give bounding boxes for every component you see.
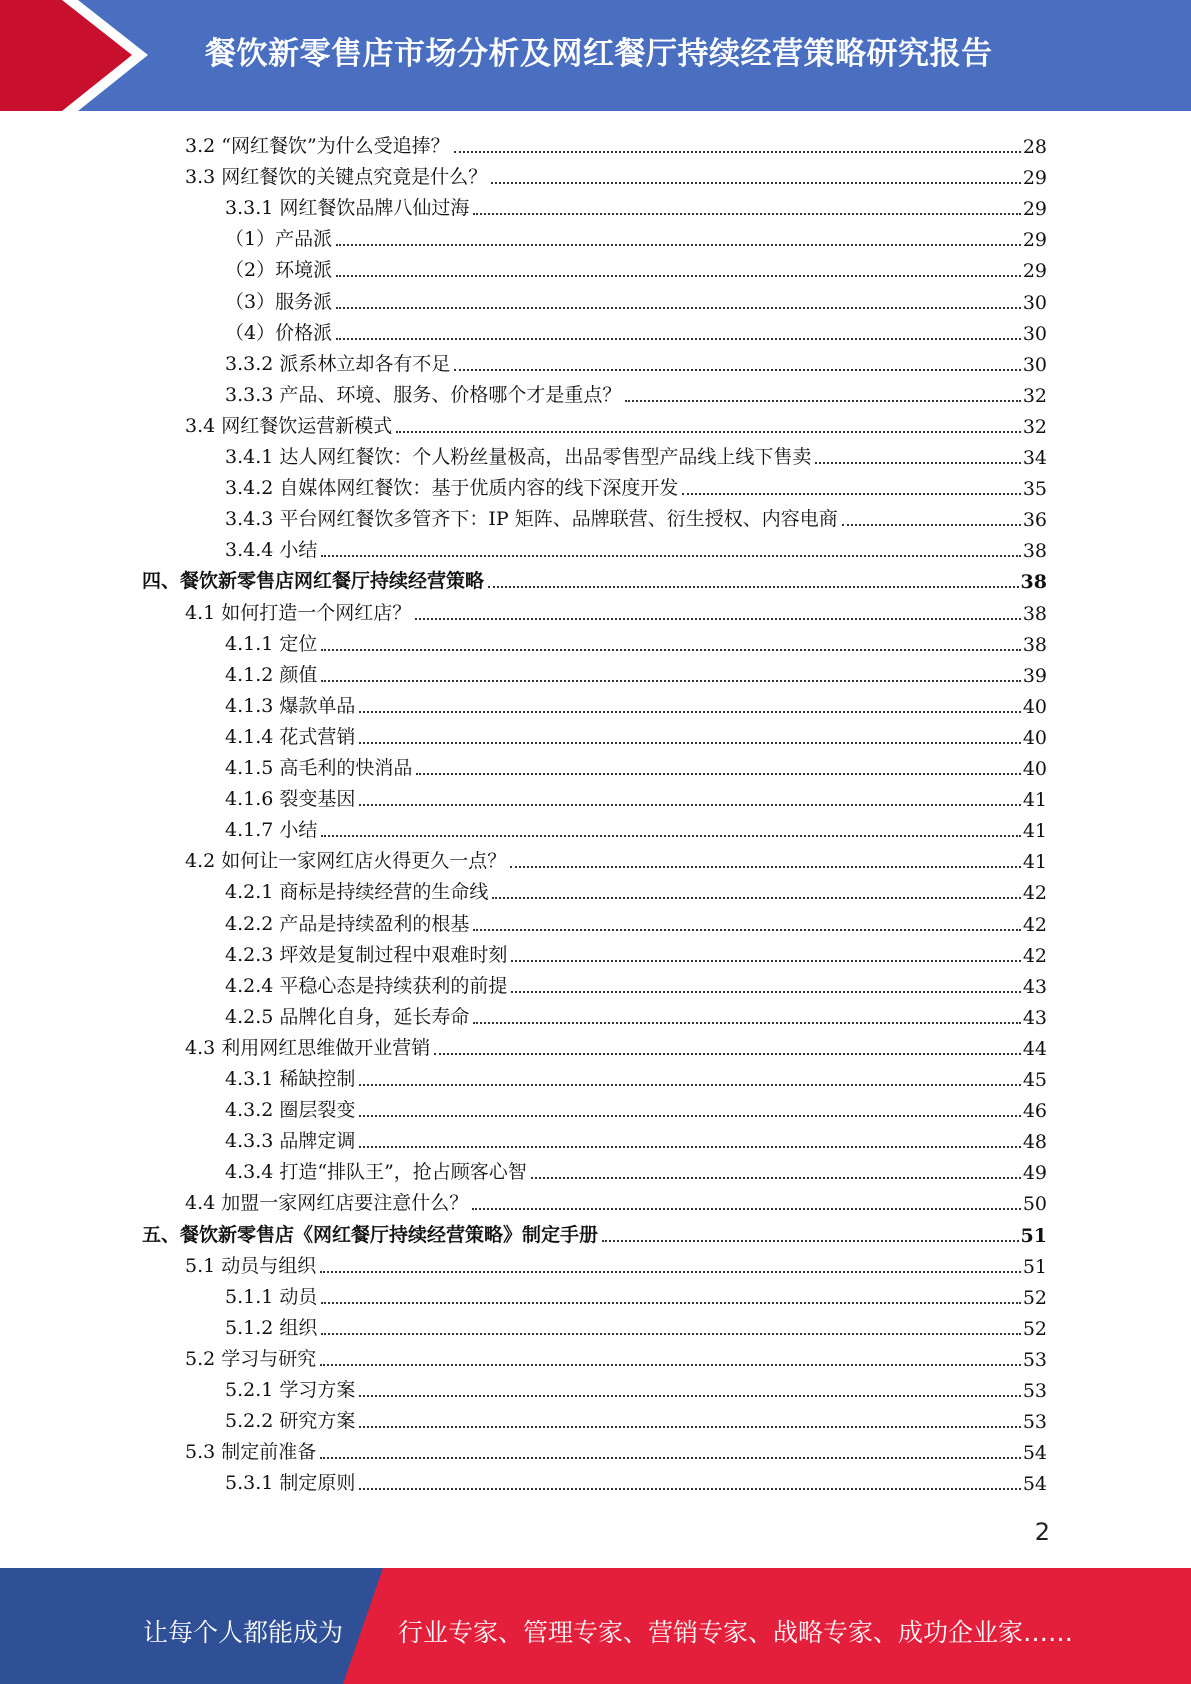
toc-dot-leader	[321, 679, 1020, 682]
toc-dot-leader	[320, 1270, 1021, 1273]
toc-entry-title: 5.3.1 制定原则	[225, 1472, 356, 1495]
toc-entry-title: 4.2.1 商标是持续经营的生命线	[225, 881, 489, 904]
toc-entry-page: 30	[1022, 291, 1047, 314]
toc-entry-page: 52	[1022, 1286, 1047, 1309]
toc-entry[interactable]	[225, 687, 1047, 718]
toc-entry[interactable]	[185, 127, 1047, 158]
toc-entry-page: 54	[1022, 1473, 1047, 1496]
toc-entry-page: 53	[1022, 1348, 1047, 1371]
toc-dot-leader	[359, 710, 1020, 713]
toc-entry[interactable]	[225, 905, 1047, 936]
toc-entry-title: 3.3.3 产品、环境、服务、价格哪个才是重点？	[225, 383, 622, 406]
toc-dot-leader	[321, 1301, 1020, 1304]
toc-entry-title: 4.2.2 产品是持续盈利的根基	[225, 912, 470, 935]
toc-entry-title: 5.2.2 研究方案	[225, 1410, 356, 1433]
toc-dot-leader	[320, 1363, 1021, 1366]
toc-entry-page: 40	[1022, 726, 1047, 749]
toc-entry-title: （1）产品派	[225, 228, 333, 251]
toc-dot-leader	[321, 1332, 1020, 1335]
toc-entry-page: 39	[1022, 664, 1047, 687]
toc-entry-title: 五、餐饮新零售店《网红餐厅持续经营策略》制定手册	[142, 1223, 599, 1246]
toc-entry-title: 3.4.1 达人网红餐饮：个人粉丝量极高，出品零售型产品线上线下售卖	[225, 446, 812, 468]
toc-dot-leader	[336, 274, 1021, 277]
toc-entry[interactable]	[185, 1340, 1047, 1371]
toc-entry-page: 34	[1022, 447, 1047, 469]
toc-entry-title: 4.3.2 圈层裂变	[225, 1099, 356, 1122]
toc-entry[interactable]	[225, 998, 1047, 1029]
toc-dot-leader	[815, 461, 1020, 464]
toc-entry-page: 48	[1022, 1131, 1047, 1154]
toc-entry-title: 4.2.4 平稳心态是持续获利的前提	[225, 974, 508, 997]
toc-dot-leader	[473, 1021, 1020, 1024]
toc-dot-leader	[472, 1207, 1021, 1210]
toc-entry-title: 3.4.4 小结	[225, 539, 318, 562]
toc-entry[interactable]	[185, 842, 1047, 873]
toc-entry-page: 41	[1022, 851, 1047, 874]
toc-entry[interactable]	[225, 811, 1047, 842]
toc-dot-leader	[511, 959, 1020, 962]
toc-entry-title: （2）环境派	[225, 259, 333, 282]
page-footer	[0, 1568, 1191, 1684]
toc-entry-title: 4.2.3 坪效是复制过程中艰难时刻	[225, 943, 508, 966]
toc-dot-leader	[416, 772, 1020, 775]
toc-dot-leader	[842, 523, 1021, 526]
toc-entry[interactable]	[185, 1184, 1047, 1215]
toc-entry-title: 4.2 如何让一家网红店火得更久一点？	[185, 850, 507, 873]
toc-dot-leader	[321, 554, 1020, 557]
toc-entry-page: 52	[1022, 1317, 1047, 1340]
toc-entry-title: 4.3 利用网红思维做开业营销	[185, 1036, 431, 1059]
toc-dot-leader	[359, 1114, 1020, 1117]
toc-entry[interactable]	[225, 1278, 1047, 1309]
toc-entry-title: 4.4 加盟一家网红店要注意什么？	[185, 1192, 469, 1215]
toc-entry-page: 29	[1022, 198, 1047, 221]
toc-entry[interactable]	[225, 873, 1047, 904]
toc-entry[interactable]	[225, 718, 1047, 749]
toc-entry[interactable]	[225, 376, 1047, 407]
toc-entry[interactable]	[225, 749, 1047, 780]
toc-entry-title: 5.1 动员与组织	[185, 1254, 317, 1277]
toc-entry-title: 3.4 网红餐饮运营新模式	[185, 414, 393, 437]
toc-entry[interactable]	[185, 1247, 1047, 1278]
toc-entry-title: 4.1.1 定位	[225, 632, 318, 655]
toc-entry-page: 29	[1022, 229, 1047, 252]
toc-entry[interactable]	[225, 1091, 1047, 1122]
toc-entry-page: 40	[1022, 695, 1047, 718]
toc-dot-leader	[415, 617, 1021, 620]
toc-entry-page: 42	[1022, 944, 1047, 967]
toc-entry[interactable]	[185, 1029, 1047, 1060]
toc-entry-page: 51	[1022, 1255, 1047, 1278]
toc-entry[interactable]	[185, 594, 1047, 625]
toc-dot-leader	[359, 1394, 1020, 1397]
toc-entry[interactable]	[225, 656, 1047, 687]
toc-entry[interactable]	[225, 1402, 1047, 1433]
page-number: 2	[1034, 1518, 1050, 1546]
toc-entry[interactable]	[225, 251, 1047, 282]
toc-entry-page: 36	[1022, 509, 1047, 532]
toc-dot-leader	[602, 1239, 1019, 1242]
toc-entry[interactable]	[225, 283, 1047, 314]
toc-entry[interactable]	[225, 936, 1047, 967]
toc-entry-title: 5.2 学习与研究	[185, 1347, 317, 1370]
toc-entry-page: 41	[1022, 789, 1047, 812]
toc-entry-page: 32	[1022, 384, 1047, 407]
toc-dot-leader	[488, 585, 1019, 588]
toc-dot-leader	[359, 741, 1020, 744]
toc-entry[interactable]	[225, 345, 1047, 376]
toc-entry[interactable]	[142, 1216, 1047, 1247]
page-header	[0, 0, 1191, 111]
toc-entry-title: 4.1.3 爆款单品	[225, 694, 356, 717]
toc-dot-leader	[359, 803, 1020, 806]
toc-entry-page: 41	[1022, 820, 1047, 843]
toc-entry-title: 5.3 制定前准备	[185, 1441, 317, 1464]
toc-entry-page: 40	[1022, 758, 1047, 780]
toc-entry[interactable]	[185, 1433, 1047, 1464]
toc-entry-page: 46	[1022, 1100, 1047, 1123]
toc-entry-page: 38	[1020, 571, 1047, 594]
toc-dot-leader	[454, 368, 1020, 371]
toc-entry[interactable]	[225, 500, 1047, 531]
toc-entry-title: 3.4.2 自媒体网红餐饮：基于优质内容的线下深度开发	[225, 477, 679, 500]
toc-entry[interactable]	[225, 1309, 1047, 1340]
toc-entry[interactable]	[225, 189, 1047, 220]
toc-dot-leader	[473, 212, 1020, 215]
toc-entry-page: 38	[1022, 602, 1047, 625]
toc-entry-title: 4.3.4 打造“排队王”，抢占顾客心智	[225, 1161, 527, 1184]
toc-dot-leader	[454, 150, 1021, 153]
toc-dot-leader	[359, 1425, 1020, 1428]
toc-entry[interactable]	[225, 1371, 1047, 1402]
toc-entry[interactable]	[185, 407, 1047, 438]
toc-entry-page: 43	[1022, 1006, 1047, 1029]
toc-entry-page: 49	[1022, 1162, 1047, 1185]
toc-entry-page: 38	[1022, 540, 1047, 563]
toc-entry[interactable]	[185, 158, 1047, 189]
toc-entry-title: 4.1.7 小结	[225, 819, 318, 842]
toc-entry-title: 4.1.4 花式营销	[225, 725, 356, 748]
toc-dot-leader	[336, 306, 1021, 309]
toc-entry-page: 50	[1022, 1193, 1047, 1216]
toc-entry-page: 35	[1022, 478, 1047, 501]
toc-entry-title: （3）服务派	[225, 290, 333, 313]
toc-dot-leader	[396, 430, 1021, 433]
toc-entry-title: 4.1.6 裂变基因	[225, 788, 356, 811]
toc-entry[interactable]	[225, 314, 1047, 345]
toc-entry[interactable]	[225, 1153, 1047, 1184]
toc-entry[interactable]	[225, 469, 1047, 500]
report-title: 餐饮新零售店市场分析及网红餐厅持续经营策略研究报告	[205, 36, 993, 72]
toc-entry-page: 30	[1022, 322, 1047, 345]
toc-dot-leader	[531, 1176, 1021, 1179]
toc-entry-page: 54	[1022, 1442, 1047, 1465]
toc-dot-leader	[359, 1487, 1020, 1490]
toc-dot-leader	[359, 1083, 1020, 1086]
toc-entry-title: 4.3.1 稀缺控制	[225, 1068, 356, 1090]
toc-entry-page: 45	[1022, 1069, 1047, 1091]
toc-entry-page: 32	[1022, 415, 1047, 438]
toc-entry-page: 29	[1022, 260, 1047, 283]
toc-entry[interactable]	[225, 625, 1047, 656]
toc-entry-title: 4.3.3 品牌定调	[225, 1130, 356, 1153]
footer-tagline: 行业专家、管理专家、营销专家、战略专家、成功企业家……	[398, 1618, 1074, 1647]
toc-dot-leader	[510, 865, 1021, 868]
toc-entry[interactable]	[225, 531, 1047, 562]
toc-dot-leader	[511, 990, 1020, 993]
toc-entry[interactable]	[225, 438, 1047, 469]
toc-entry-page: 53	[1022, 1411, 1047, 1434]
toc-entry-title: 3.3 网红餐饮的关键点究竟是什么？	[185, 166, 488, 189]
toc-entry[interactable]	[225, 1122, 1047, 1153]
toc-dot-leader	[434, 1052, 1021, 1055]
header-arrow-decoration	[0, 0, 170, 111]
toc-entry-page: 30	[1022, 353, 1047, 376]
toc-entry-title: 4.2.5 品牌化自身，延长寿命	[225, 1005, 470, 1028]
toc-entry-page: 29	[1022, 167, 1047, 190]
toc-entry-title: 3.3.1 网红餐饮品牌八仙过海	[225, 197, 470, 220]
toc-entry-title: 四、餐饮新零售店网红餐厅持续经营策略	[142, 570, 485, 593]
toc-entry-title: 5.1.2 组织	[225, 1316, 318, 1339]
toc-entry-page: 51	[1020, 1224, 1047, 1247]
toc-entry-title: 3.3.2 派系林立却各有不足	[225, 352, 451, 375]
toc-entry-title: 5.2.1 学习方案	[225, 1379, 356, 1401]
toc-entry-page: 38	[1022, 633, 1047, 656]
toc-dot-leader	[492, 896, 1020, 899]
toc-dot-leader	[336, 337, 1021, 340]
toc-entry[interactable]	[225, 967, 1047, 998]
toc-entry-page: 42	[1022, 913, 1047, 936]
toc-entry[interactable]	[225, 220, 1047, 251]
toc-dot-leader	[682, 492, 1020, 495]
toc-entry-title: 3.4.3 平台网红餐饮多管齐下：IP 矩阵、品牌联营、衍生授权、内容电商	[225, 508, 838, 531]
toc-dot-leader	[491, 181, 1021, 184]
toc-entry[interactable]	[225, 1060, 1047, 1091]
toc-entry-title: （4）价格派	[225, 321, 333, 344]
toc-entry-page: 28	[1022, 136, 1047, 158]
toc-entry[interactable]	[225, 780, 1047, 811]
toc-entry-title: 4.1.5 高毛利的快消品	[225, 757, 413, 779]
footer-slogan: 让每个人都能成为	[143, 1618, 344, 1647]
toc-dot-leader	[625, 399, 1020, 402]
toc-entry-page: 53	[1022, 1380, 1047, 1402]
toc-entry-page: 43	[1022, 975, 1047, 998]
toc-entry[interactable]	[142, 562, 1047, 593]
toc-dot-leader	[359, 1145, 1020, 1148]
toc-entry-page: 42	[1022, 882, 1047, 905]
toc-entry-title: 5.1.1 动员	[225, 1285, 318, 1308]
toc-dot-leader	[321, 834, 1020, 837]
toc-entry-title: 4.1 如何打造一个网红店？	[185, 601, 412, 624]
toc-entry[interactable]	[225, 1464, 1047, 1495]
toc-entry-title: 3.2 “网红餐饮”为什么受追捧？	[185, 135, 450, 157]
toc-entry-title: 4.1.2 颜值	[225, 663, 318, 686]
toc-dot-leader	[473, 928, 1020, 931]
toc-dot-leader	[320, 1456, 1021, 1459]
toc-dot-leader	[321, 648, 1020, 651]
toc-entry-page: 44	[1022, 1037, 1047, 1060]
toc-dot-leader	[336, 243, 1021, 246]
